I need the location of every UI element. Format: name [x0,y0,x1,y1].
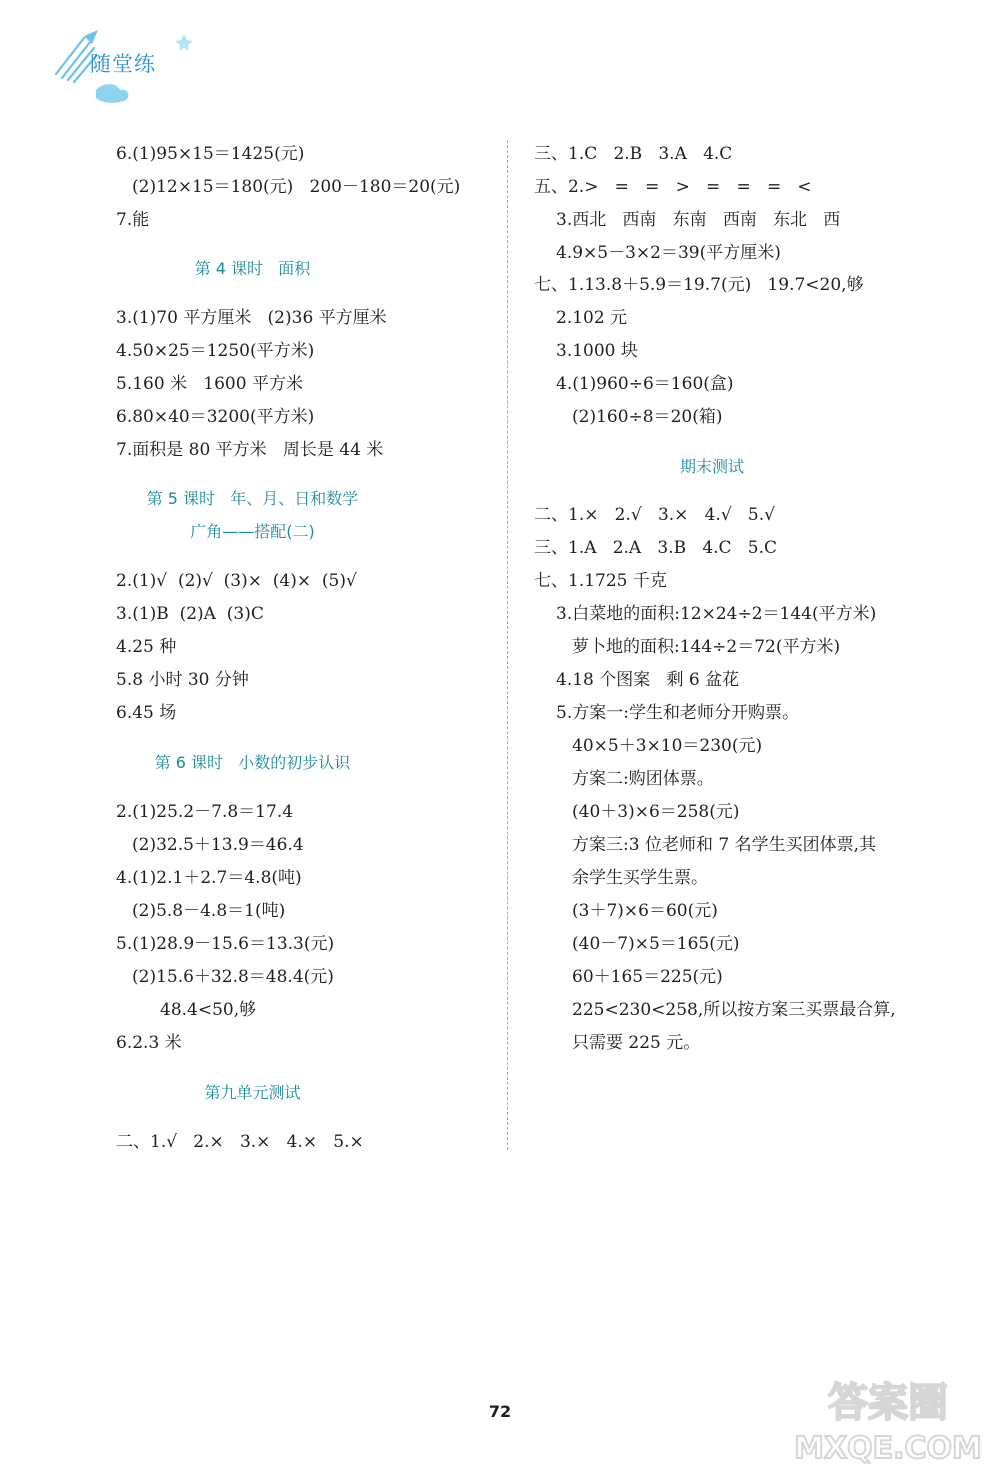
answer-line: 三、1.C 2.B 3.A 4.C [534,144,733,164]
answer-line: 方案二:购团体票。 [572,769,714,789]
section-heading: 第 5 课时 年、月、日和数学 [146,489,359,508]
answer-line: 5.方案一:学生和老师分开购票。 [556,703,799,723]
answer-line: 2.(1)√ (2)√ (3)× (4)× (5)√ [116,571,357,591]
section-heading: 期末测试 [679,457,744,476]
answer-line: 只需要 225 元。 [572,1033,701,1053]
answer-line: 4.25 种 [116,637,177,657]
answer-line: 3.1000 块 [556,341,638,361]
answer-line: 225<230<258,所以按方案三买票最合算, [572,1000,896,1020]
answer-line: (3＋7)×6＝60(元) [572,901,718,921]
answer-line: 七、1.13.8＋5.9＝19.7(元) 19.7<20,够 [534,275,864,295]
answer-line: 4.18 个图案 剩 6 盆花 [556,670,740,690]
answer-line: (2)15.6＋32.8＝48.4(元) [132,967,334,987]
answer-line: 7.面积是 80 平方米 周长是 44 米 [116,440,384,460]
answer-line: (40－7)×5＝165(元) [572,934,740,954]
answer-line: 余学生买学生票。 [572,868,708,888]
answer-line: (2)5.8－4.8＝1(吨) [132,901,286,921]
answer-line: 二、1.√ 2.× 3.× 4.× 5.× [116,1132,364,1152]
section-heading: 第九单元测试 [204,1083,301,1102]
svg-text:答案圈: 答案圈 [828,1380,948,1426]
answer-line: 二、1.× 2.√ 3.× 4.√ 5.√ [534,505,775,525]
answer-line: 5.(1)28.9－15.6＝13.3(元) [116,934,335,954]
answer-line: (2)32.5＋13.9＝46.4 [132,835,304,855]
answer-line: 4.(1)960÷6＝160(盒) [556,374,734,394]
section-heading: 第 4 课时 面积 [194,259,311,278]
section-heading: 广角——搭配(二) [190,522,315,541]
answer-line: 五、2.> = = > = = = < [534,177,812,197]
answer-line: 4.50×25＝1250(平方米) [116,341,315,361]
answer-line: (40＋3)×6＝258(元) [572,802,740,822]
answer-line: (2)160÷8＝20(箱) [572,407,723,427]
answer-line: 3.西北 西南 东南 西南 东北 西 [556,210,841,230]
section-heading: 第 6 课时 小数的初步认识 [154,753,351,772]
watermark-logo-icon [776,1372,1000,1470]
answer-line: 方案三:3 位老师和 7 名学生买团体票,其 [572,835,876,855]
answer-line: 5.160 米 1600 平方米 [116,374,303,394]
answer-line: (2)12×15＝180(元) 200－180＝20(元) [132,177,461,197]
answer-line: 萝卜地的面积:144÷2＝72(平方米) [572,637,841,657]
answer-line: 6.2.3 米 [116,1033,182,1053]
answer-line: 4.(1)2.1＋2.7＝4.8(吨) [116,868,302,888]
answer-line: 3.白菜地的面积:12×24÷2＝144(平方米) [556,604,877,624]
answer-line: 3.(1)B (2)A (3)C [116,604,264,624]
answer-line: 2.102 元 [556,308,628,328]
answer-line: 60＋165＝225(元) [572,967,723,987]
page-number: 72 [488,1402,512,1421]
answer-line: 七、1.1725 千克 [534,571,667,591]
answer-line: 2.(1)25.2－7.8＝17.4 [116,802,294,822]
answer-line: 5.8 小时 30 分钟 [116,670,249,690]
logo-text: 随堂练 [90,52,156,76]
answer-line: 3.(1)70 平方厘米 (2)36 平方厘米 [116,308,387,328]
answer-line: 40×5＋3×10＝230(元) [572,736,763,756]
answer-line: 6.(1)95×15＝1425(元) [116,144,305,164]
answer-line: 6.80×40＝3200(平方米) [116,407,315,427]
answer-line: 48.4<50,够 [160,1000,257,1020]
answer-line: 6.45 场 [116,703,177,723]
answer-line: 三、1.A 2.A 3.B 4.C 5.C [534,538,778,558]
answer-line: 4.9×5－3×2＝39(平方厘米) [556,243,781,263]
answer-line: 7.能 [116,210,150,230]
column-divider [507,140,508,1150]
svg-text:MXQE.COM: MXQE.COM [794,1431,982,1466]
